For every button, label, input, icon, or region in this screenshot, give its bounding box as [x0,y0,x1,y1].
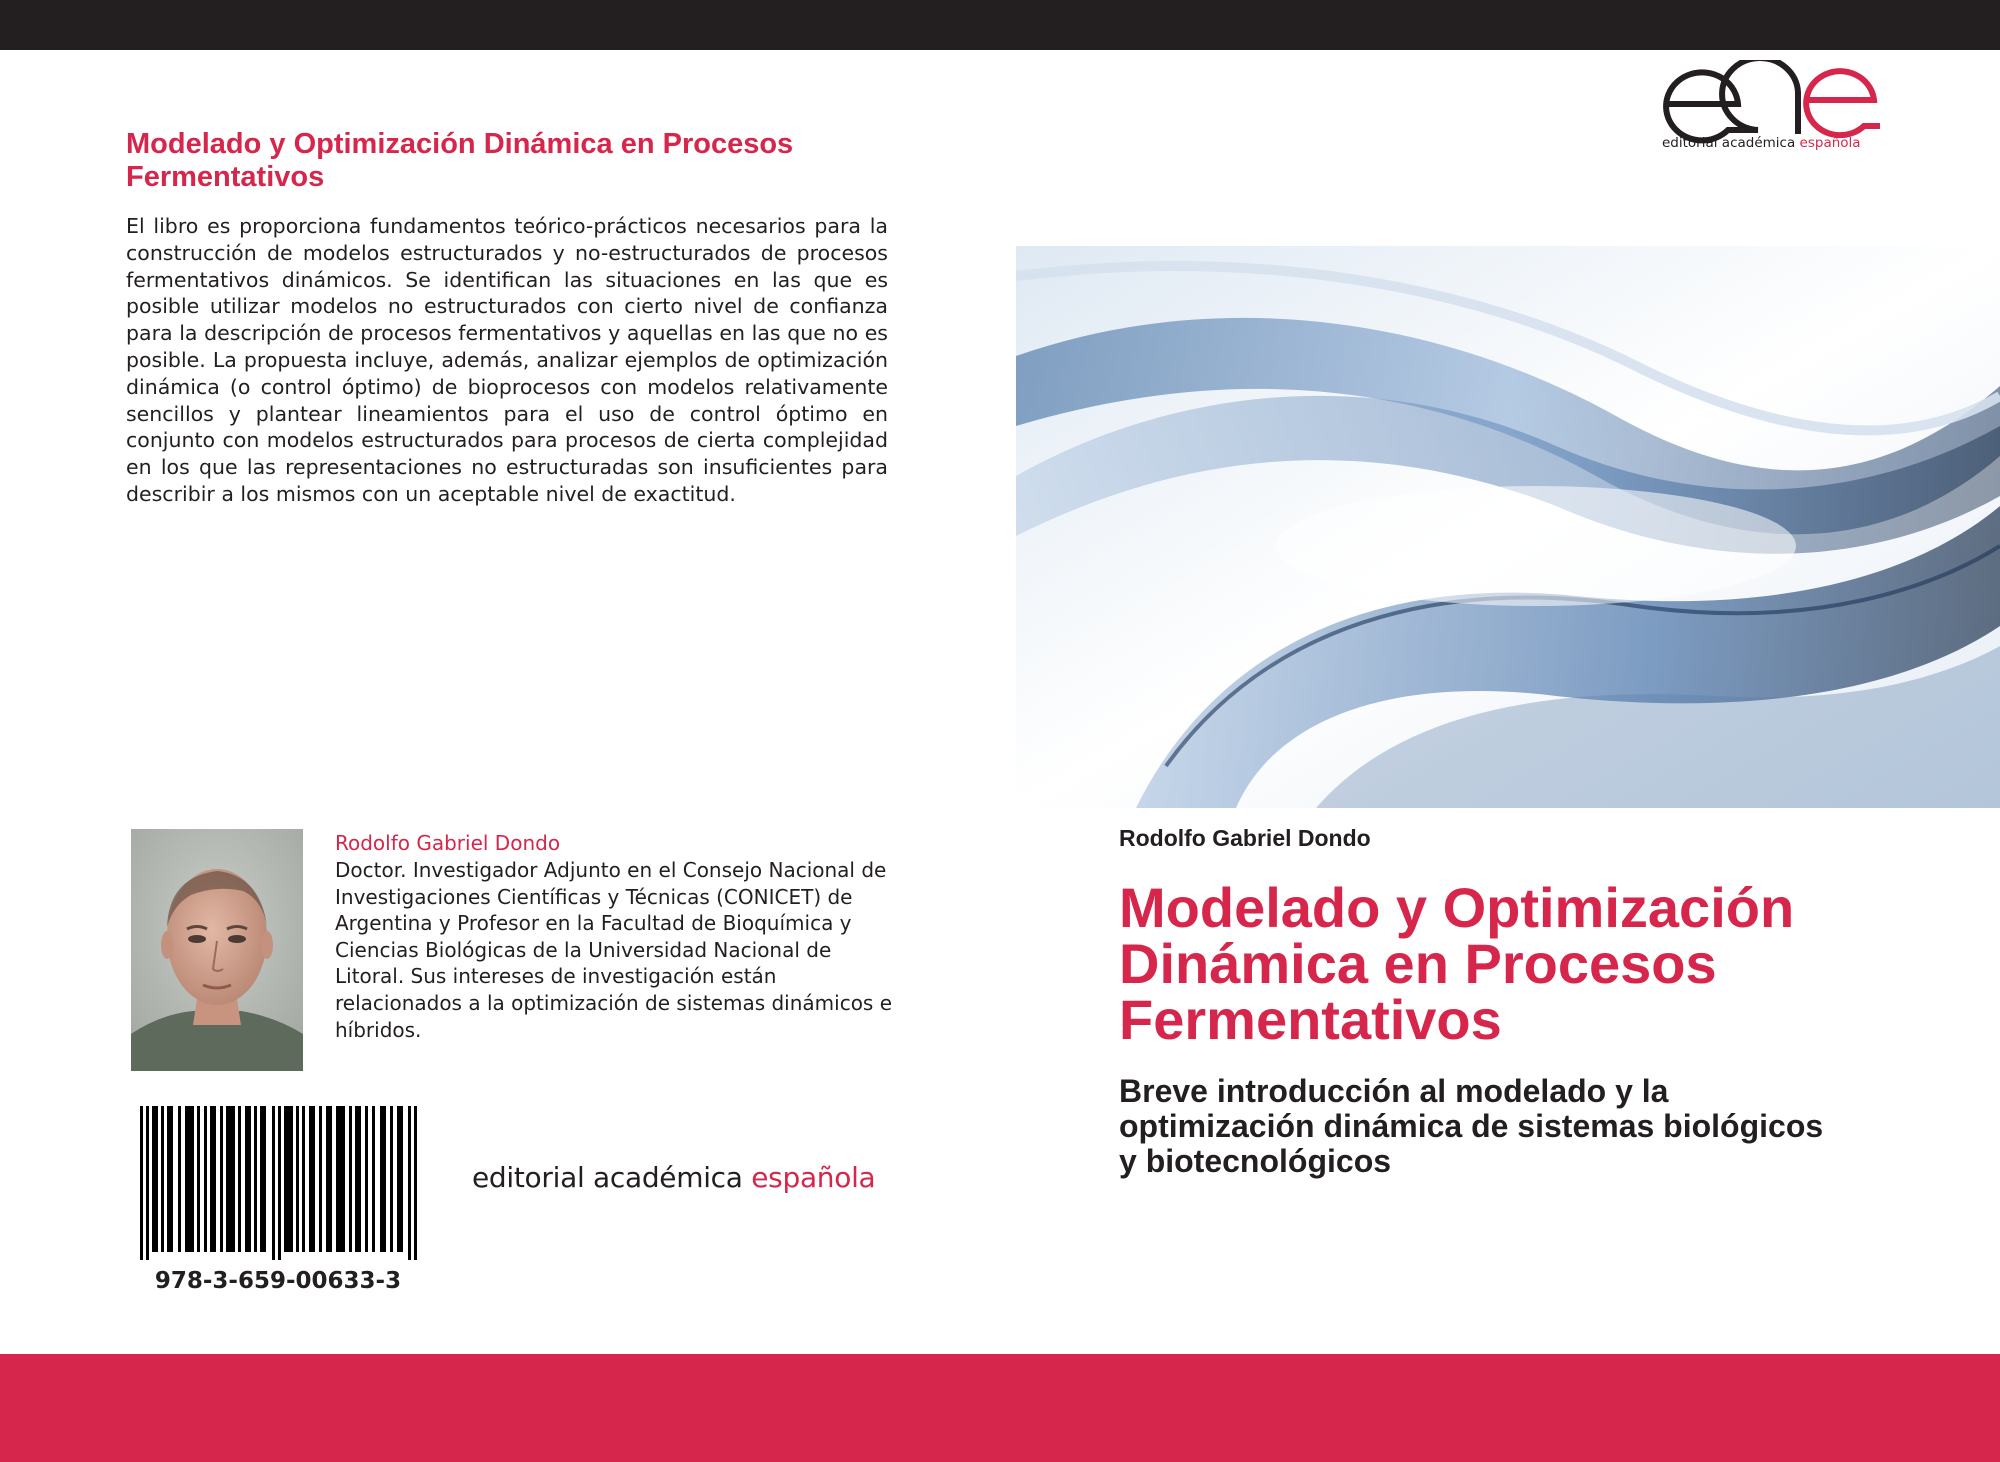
front-cover-title: Modelado y Optimización Dinámica en Procesos Fermentativos [1119,876,1795,1051]
cover-art-image [1016,246,2000,808]
isbn-barcode [138,1106,418,1260]
top-band [0,0,2000,50]
logo-text-part1: editorial académica [1662,135,1800,151]
publisher-name-part1: editorial académica [472,1161,752,1194]
isbn-number: 978-3-659-00633-3 [154,1268,402,1294]
front-cover-subtitle: Breve introducción al modelado y la optimización dinámica de sistemas biológicos y biotecnológicos [1119,1073,1824,1179]
back-cover-title: Modelado y Optimización Dinámica en Procesos Fermentativos [126,128,794,193]
bottom-band [0,1354,2000,1462]
publisher-name-part2: española [751,1161,876,1194]
back-cover-blurb: El libro es proporciona fundamentos teórico-prácticos necesarios para la construcción de modelos estructurados y no-estructurados de procesos fermentativos dinámicos. Se identifican las situaciones en las que es posible utilizar modelos no estructurados con cierto nivel de confianza para la descripción de procesos fermentativos y aquellas en las que no es posible. La propuesta incluye, además, analizar ejemplos de optimización dinámica (o control óptimo) de bioprocesos con modelos relativamente sencillos y plantear lineamientos para el uso de control óptimo en conjunto con modelos estructurados para procesos de cierta complejidad en los que las representaciones no estructuradas son insuficientes para describir a los mismos con un aceptable nivel de exactitud. [126,214,888,506]
front-author-name: Rodolfo Gabriel Dondo [1119,825,1371,851]
author-photo [131,829,303,1071]
logo-wordmark [1662,135,1861,151]
back-author-name: Rodolfo Gabriel Dondo [335,831,561,855]
logo-text-part2: española [1799,135,1861,151]
publisher-name-back [472,1161,875,1194]
author-bio: Doctor. Investigador Adjunto en el Consejo Nacional de Investigaciones Científicas y Técnicas (CONICET) de Argentina y Profesor en la Facultad de Bioquímica y Ciencias Biológicas de la Universidad Nacional de Litoral. Sus intereses de investigación están relacionados a la optimización de sistemas dinámicos e híbridos. [335,858,893,1042]
